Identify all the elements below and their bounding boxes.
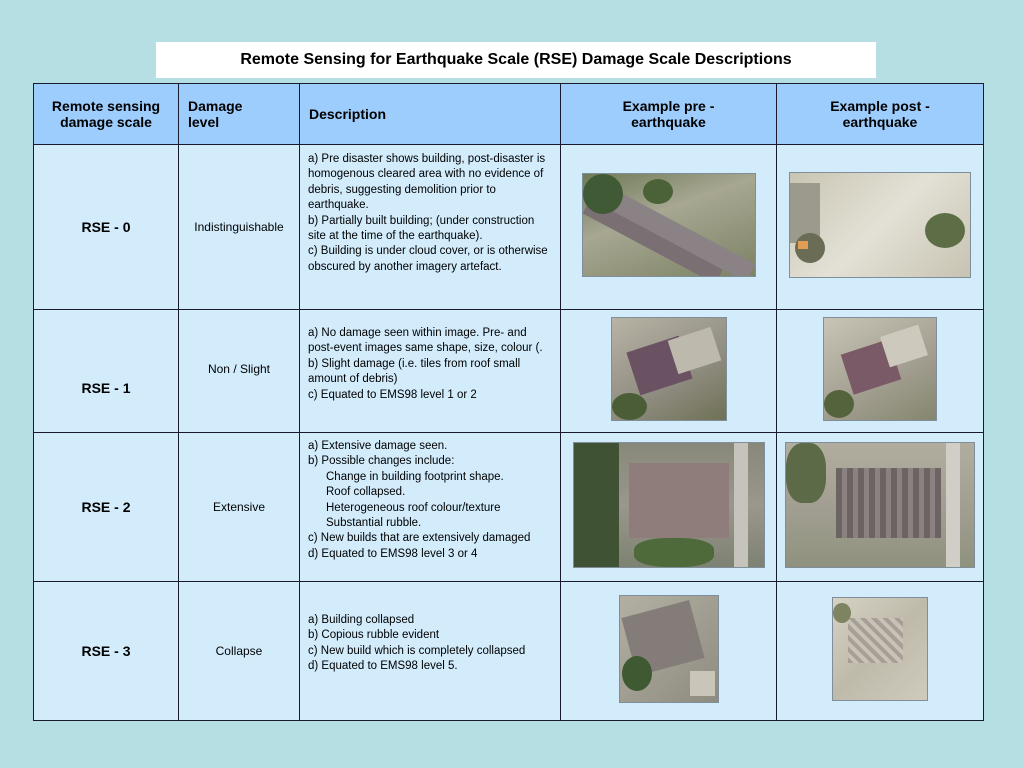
aerial-image-pre-rse2 [573, 442, 765, 568]
scale-cell: RSE - 1 [34, 310, 179, 433]
post-image-cell [777, 145, 984, 310]
aerial-image-pre-rse0 [582, 173, 756, 277]
description-line: a) Extensive damage seen. [308, 440, 448, 452]
table-row [34, 145, 984, 310]
level-cell: Collapse [179, 582, 300, 721]
pre-image-cell [561, 310, 777, 433]
description-line: b) Partially built building; (under construction site at the time of the earthquake). [308, 214, 535, 243]
description-line: b) Possible changes include: [308, 455, 455, 468]
aerial-image-pre-rse1 [611, 317, 727, 421]
table-row [34, 582, 984, 721]
header-pre: Example pre - earthquake [561, 84, 777, 145]
description-subitem: Heterogeneous roof colour/texture [326, 501, 501, 514]
scale-cell: RSE - 0 [34, 145, 179, 310]
damage-scale-table [33, 83, 984, 721]
aerial-image-pre-rse3 [619, 595, 719, 703]
pre-image-cell [561, 145, 777, 310]
table-row [34, 310, 984, 433]
pre-image-cell [561, 582, 777, 721]
post-image-cell [777, 433, 984, 582]
description-line: c) New build which is completely collapsed [308, 644, 526, 657]
aerial-image-post-rse2 [785, 442, 975, 568]
header-level: Damage level [179, 84, 300, 145]
header-post: Example post - earthquake [777, 84, 984, 145]
description-line: c) Equated to EMS98 level 1 or 2 [308, 388, 477, 401]
level-cell: Non / Slight [179, 310, 300, 433]
table-row [34, 433, 984, 582]
description-line: d) Equated to EMS98 level 5. [308, 660, 458, 673]
description-subitem: Roof collapsed. [326, 486, 406, 499]
description-line: b) Slight damage (i.e. tiles from roof small amount of debris) [308, 357, 521, 386]
scale-cell: RSE - 3 [34, 582, 179, 721]
description-cell [300, 145, 561, 310]
aerial-image-post-rse0 [789, 172, 971, 278]
description-line: c) Building is under cloud cover, or is otherwise obscured by another imagery artefact. [308, 245, 548, 273]
pre-image-cell [561, 433, 777, 582]
level-cell: Extensive [179, 433, 300, 582]
header-description: Description [300, 84, 561, 145]
description-cell [300, 582, 561, 721]
post-image-cell [777, 582, 984, 721]
post-image-cell [777, 310, 984, 433]
description-cell [300, 433, 561, 582]
description-line: a) Building collapsed [308, 614, 415, 626]
scale-cell: RSE - 2 [34, 433, 179, 582]
aerial-image-post-rse3 [832, 597, 928, 701]
level-cell: Indistinguishable [179, 145, 300, 310]
description-line: a) No damage seen within image. Pre- and post-event images same shape, size, colour (. [308, 327, 543, 355]
description-line: a) Pre disaster shows building, post-disaster is homogenous cleared area with no evidence of debris, suggesting demolition prior to earthquake. [308, 153, 546, 212]
page-title: Remote Sensing for Earthquake Scale (RSE) Damage Scale Descriptions [156, 42, 876, 78]
description-line: b) Copious rubble evident [308, 629, 440, 642]
description-subitem: Substantial rubble. [326, 517, 422, 530]
table-header-row [34, 84, 984, 145]
description-line: d) Equated to EMS98 level 3 or 4 [308, 547, 478, 560]
description-cell [300, 310, 561, 433]
description-line: c) New builds that are extensively damaged [308, 532, 531, 545]
header-scale: Remote sensing damage scale [34, 84, 179, 145]
aerial-image-post-rse1 [823, 317, 937, 421]
description-subitem: Change in building footprint shape. [326, 470, 504, 483]
